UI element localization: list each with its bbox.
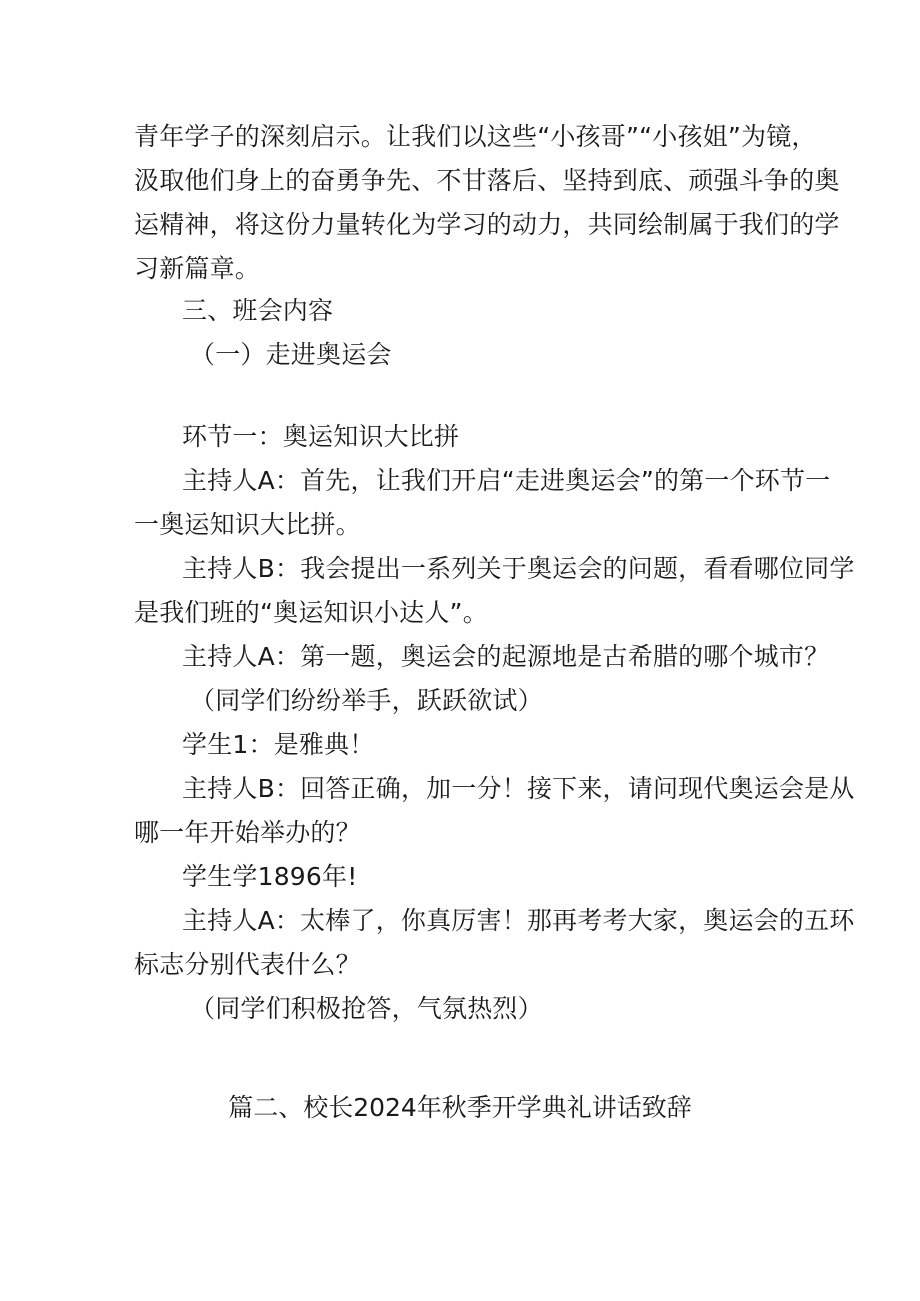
paragraph-line: 运精神，将这份力量转化为学习的动力，共同绘制属于我们的学 bbox=[134, 210, 840, 239]
subsection-heading: （一）走进奥运会 bbox=[190, 340, 392, 369]
segment-heading: 环节一：奥运知识大比拼 bbox=[182, 422, 460, 451]
dialogue-line: 哪一年开始举办的？ bbox=[134, 818, 361, 847]
dialogue-line: 主持人A：首先，让我们开启“走进奥运会”的第一个环节一 bbox=[182, 466, 831, 495]
stage-direction: （同学们纷纷举手，跃跃欲试） bbox=[190, 686, 543, 715]
dialogue-line: 主持人A：第一题，奥运会的起源地是古希腊的哪个城市？ bbox=[182, 642, 830, 671]
paragraph-line: 习新篇章。 bbox=[134, 254, 261, 283]
dialogue-line: 学生学1896年! bbox=[182, 862, 358, 891]
dialogue-line: 标志分别代表什么？ bbox=[134, 950, 361, 979]
paragraph-line: 汲取他们身上的奋勇争先、不甘落后、坚持到底、顽强斗争的奥 bbox=[134, 166, 840, 195]
dialogue-line: 一奥运知识大比拼。 bbox=[134, 510, 361, 539]
dialogue-line: 是我们班的“奥运知识小达人”。 bbox=[134, 598, 488, 627]
dialogue-line: 主持人B：回答正确，加一分！接下来，请问现代奥运会是从 bbox=[182, 774, 855, 803]
next-article-title: 篇二、校长2024年秋季开学典礼讲话致辞 bbox=[228, 1093, 692, 1122]
dialogue-line: 主持人A：太棒了，你真厉害！那再考考大家，奥运会的五环 bbox=[182, 906, 855, 935]
dialogue-line: 主持人B：我会提出一系列关于奥运会的问题，看看哪位同学 bbox=[182, 554, 855, 583]
section-heading: 三、班会内容 bbox=[182, 296, 334, 325]
stage-direction: （同学们积极抢答，气氛热烈） bbox=[190, 994, 543, 1023]
paragraph-line: 青年学子的深刻启示。让我们以这些“小孩哥”“小孩姐”为镜， bbox=[134, 122, 817, 151]
dialogue-line: 学生1：是雅典！ bbox=[182, 730, 375, 759]
